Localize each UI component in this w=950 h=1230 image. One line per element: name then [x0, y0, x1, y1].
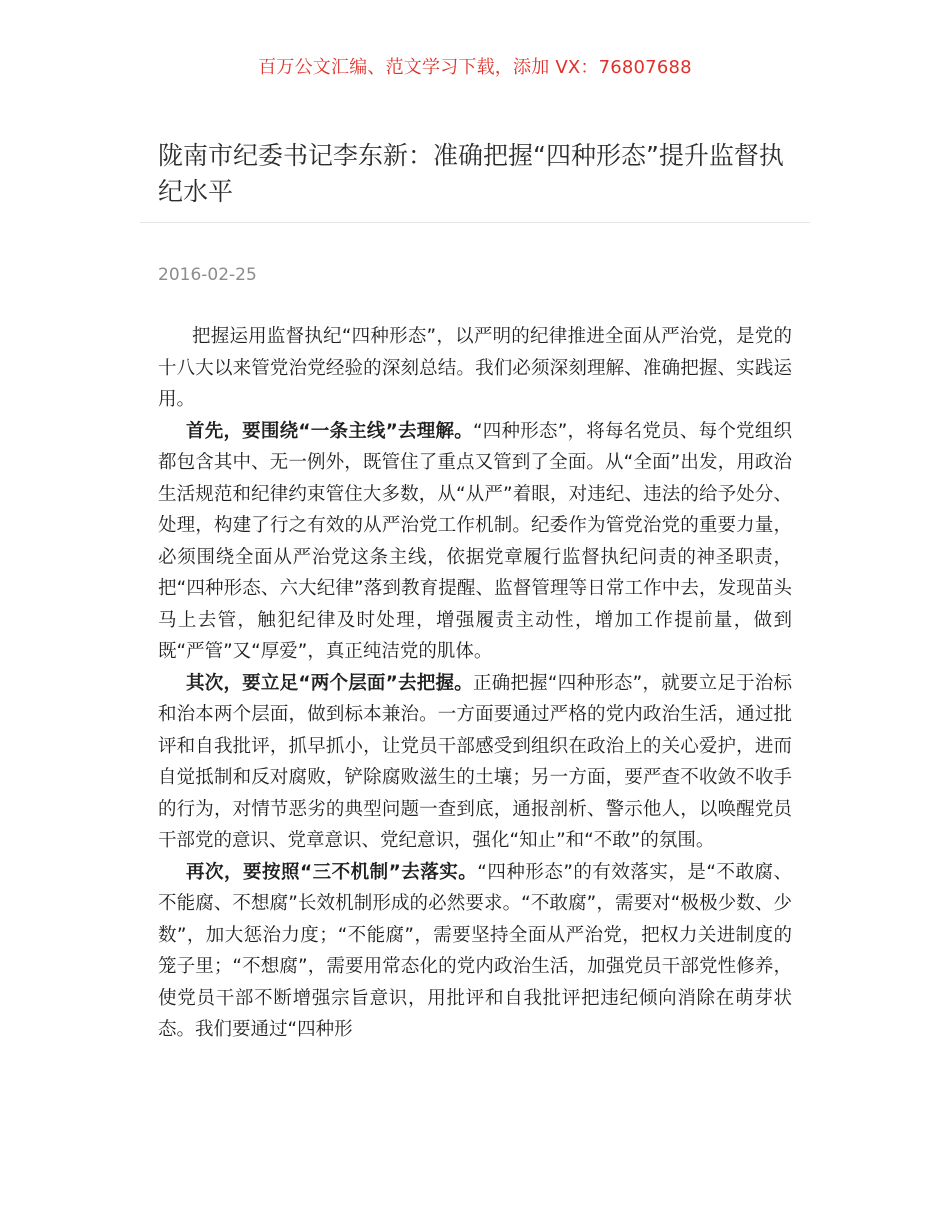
paragraph-text: 把握运用监督执纪“四种形态”，以严明的纪律推进全面从严治党，是党的十八大以来管党治党经验的深刻总结。我们必须深刻理解、准确把握、实践运用。: [158, 326, 792, 410]
paragraph-text: 正确把握“四种形态”，就要立足于治标和治本两个层面，做到标本兼治。一方面要通过严格的党内政治生活，通过批评和自我批评，抓早抓小，让党员干部感受到组织在政治上的关心爱护，进而自觉抵制和反对腐败，铲除腐败滋生的土壤；另一方面，要严查不收敛不收手的行为，对情节恶劣的典型问题一查到底，通报剖析、警示他人，以唤醒党员干部党的意识、党章意识、党纪意识，强化“知止”和“不敢”的氛围。: [158, 672, 793, 851]
article: [140, 138, 810, 1046]
paragraph-text: “四种形态”的有效落实，是“不敢腐、不能腐、不想腐”长效机制形成的必然要求。“不敢腐”，需要对“极极少数、少数”，加大惩治力度；“不能腐”，需要坚持全面从严治党，把权力关进制度的笼子里；“不想腐”，需要用常态化的党内政治生活，加强党员干部党性修养，使党员干部不断增强宗旨意识，用批评和自我批评把违纪倾向消除在萌芽状态。我们要通过“四种形: [158, 861, 792, 1040]
article-title: 陇南市纪委书记李东新：准确把握“四种形态”提升监督执纪水平: [140, 138, 810, 223]
watermark-banner: 百万公文汇编、范文学习下载，添加 VX：76807688: [258, 57, 692, 78]
publish-date: 2016-02-25: [158, 265, 257, 285]
paragraph-first-point: [158, 416, 792, 668]
paragraph-heading: 首先，要围绕“一条主线”去理解。: [186, 420, 473, 442]
paragraph-heading: 再次，要按照“三不机制”去落实。: [186, 861, 478, 883]
paragraph-heading: 其次，要立足“两个层面”去把握。: [186, 672, 473, 694]
paragraph-third-point: [158, 857, 792, 1046]
paragraph-text: “四种形态”，将每名党员、每个党组织都包含其中、无一例外，既管住了重点又管到了全面。从“全面”出发，用政治生活规范和纪律约束管住大多数，从“从严”着眼，对违纪、违法的给予处分、处理，构建了行之有效的从严治党工作机制。纪委作为管党治党的重要力量，必须围绕全面从严治党这条主线，依据党章履行监督执纪问责的神圣职责，把“四种形态、六大纪律”落到教育提醒、监督管理等日常工作中去，发现苗头马上去管，触犯纪律及时处理，增强履责主动性，增加工作提前量，做到既“严管”又“厚爱”，真正纯洁党的肌体。: [158, 420, 793, 662]
paragraph-intro: [158, 321, 792, 416]
article-body: [158, 321, 792, 1046]
paragraph-second-point: [158, 668, 792, 857]
